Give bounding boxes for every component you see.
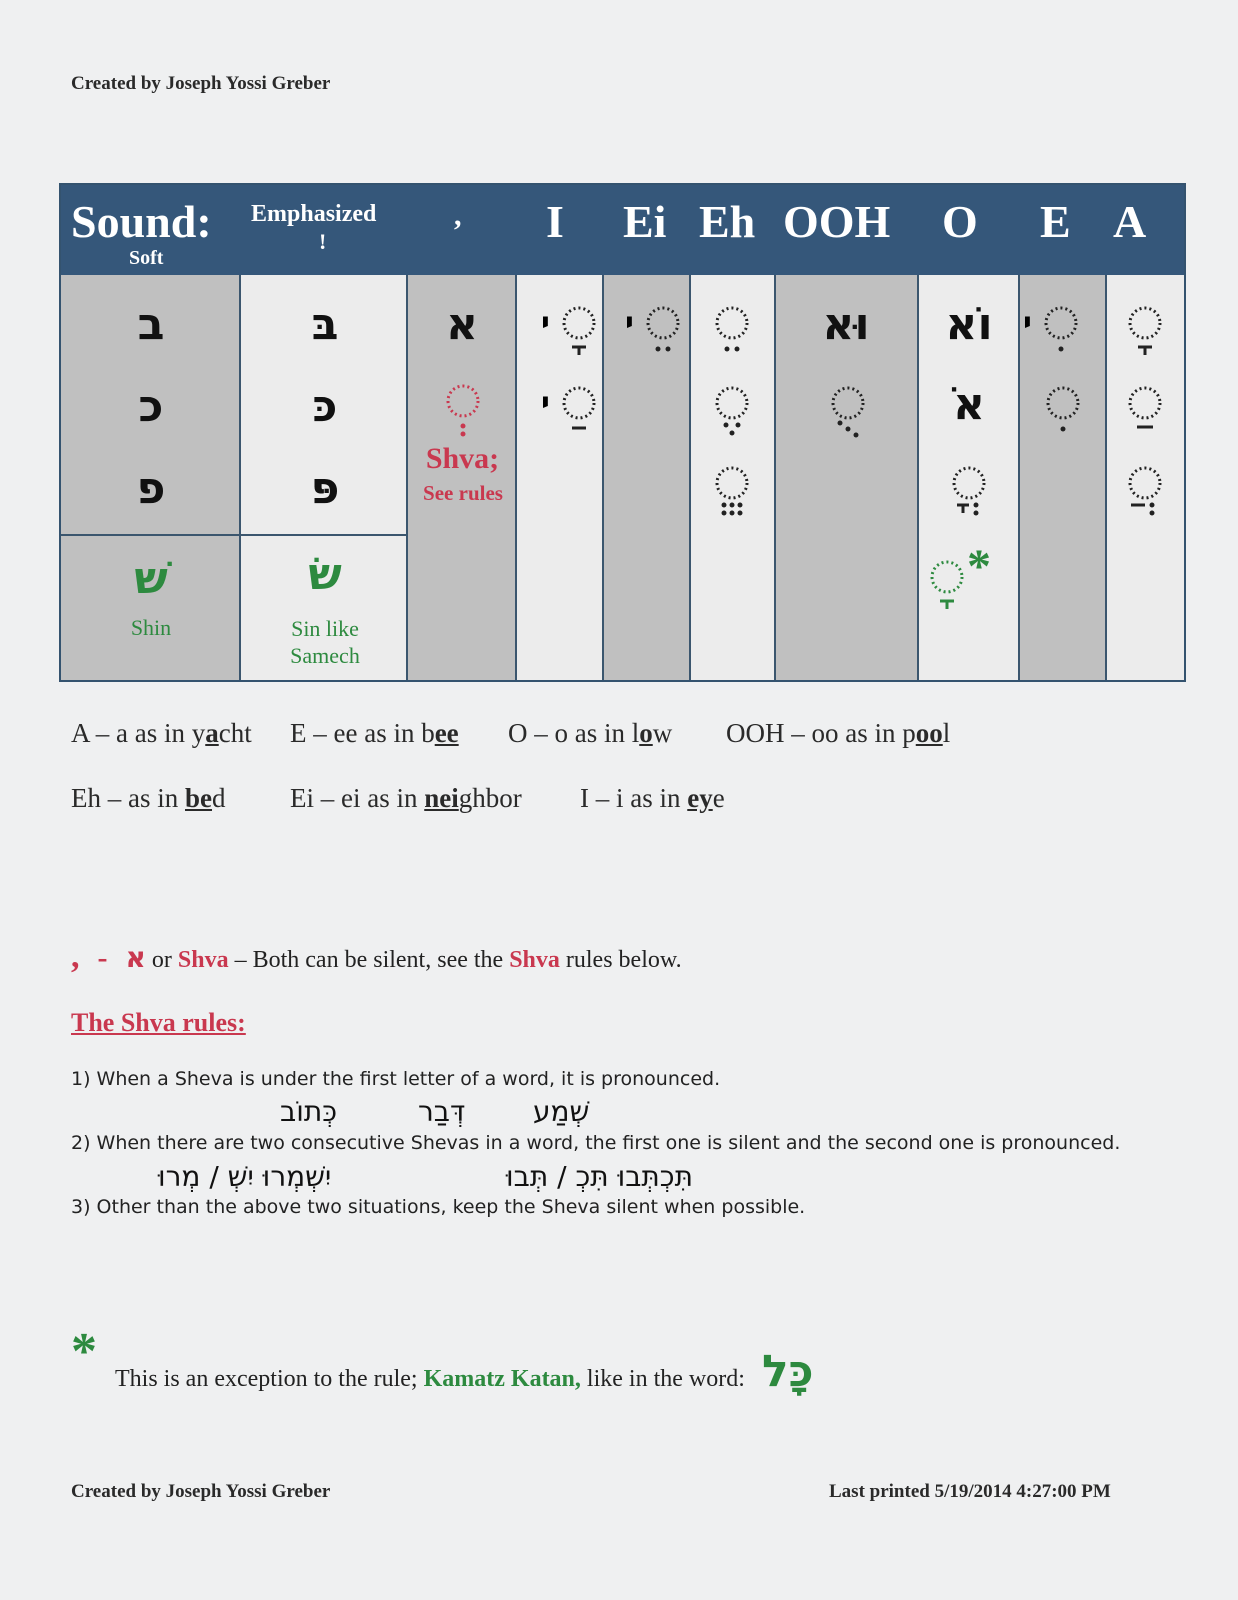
kubutz-icon [828,383,868,443]
chart-header [61,185,1184,275]
shin-label: Shin [130,615,172,640]
tsere-yod-icon [541,303,601,363]
rule2-example-2: תִּכְתְּבוּ תִּכְ / תְּבוּ [506,1160,693,1193]
silent-note: , - א or Shva – Both can be silent, see the Shva rules below. [71,938,682,975]
silent-aleph: א [125,941,146,974]
kamatz-katan-icon [927,557,967,617]
holam-vav-letter: וֹא [945,299,993,350]
sin-label: Sin like Samech [290,616,360,668]
header-O: O [942,196,978,247]
rule1-example-2: דְּבַר [418,1095,466,1128]
hataf-patah-icon [1125,463,1165,523]
shva-label: Shva; [425,442,500,475]
shin-divider [61,534,408,536]
silent-dash: - [97,941,108,974]
pron-O: O – o as in low [508,718,673,748]
sin-letter: שׂ [308,549,342,600]
rule1-example-3: שְׁמַע [533,1095,590,1128]
kol-word: כָּל [762,1346,814,1397]
rule1-example-1: כְּתוֹב [280,1095,338,1128]
shva-circle-icon [443,381,483,441]
rule-2: 2) When there are two consecutive Shevas in a word, the first one is silent and the second one is pronounced. [71,1132,1121,1154]
emph-pe: פּ [310,463,340,514]
kamatz-icon [1125,303,1165,363]
silent-mark: , [454,199,462,232]
soft-fe: פ [136,463,166,514]
soft-khaf: כ [138,381,164,432]
aleph-letter: א [445,299,479,350]
svg-text:י: י [1023,306,1032,341]
patah-icon [1125,383,1165,443]
emph-bet: בּ [311,299,339,350]
segol-icon [712,383,752,443]
rule2-example-1: יִשְׁמְרוּ יִשְׁ / מְרוּ [158,1160,332,1193]
shuruk-letter: וּא [822,299,870,350]
silent-comma: , [71,938,80,975]
pron-OOH: OOH – oo as in pool [726,718,951,748]
tsere-icon [712,303,752,363]
sound-label: Sound: [71,196,212,247]
header-A: A [1113,196,1147,247]
pron-Eh: Eh – as in bed [71,783,226,813]
holam-letter: אֹ [952,379,986,430]
svg-text:י: י [541,386,550,421]
tsere-yod-ei-icon [625,303,685,363]
rule-1: 1) When a Sheva is under the first letter of a word, it is pronounced. [71,1068,721,1090]
exclaim-mark: ! [319,229,327,254]
header-Ei: Ei [623,196,667,247]
asterisk-mark: * [967,540,991,593]
footer-credit: Created by Joseph Yossi Greber [71,1481,331,1502]
header-OOH: OOH [783,196,891,247]
hataf-segol-icon [712,463,752,523]
sheva-yod-icon [541,383,601,443]
hiriq-icon [1043,383,1083,443]
shva-rules-title: The Shva rules: [71,1008,246,1037]
emphasized-label: Emphasized [251,201,377,227]
pron-Ei: Ei – ei as in neighbor [290,783,522,813]
see-rules-label: See rules [423,481,503,505]
pron-I: I – i as in eye [580,783,725,813]
pron-E: E – ee as in bee [290,718,459,748]
rule-3: 3) Other than the above two situations, keep the Sheva silent when possible. [71,1196,806,1218]
exception-note: This is an exception to the rule; Kamatz Katan, like in the word: [115,1366,745,1392]
shin-letter: שׁ [134,553,168,604]
soft-label: Soft [129,247,164,269]
svg-text:י: י [541,306,550,341]
exception-asterisk: * [71,1323,97,1380]
header-E: E [1040,196,1071,247]
vowel-chart [59,183,1186,682]
pron-A: A – a as in yacht [71,718,252,748]
emph-kaf: כּ [312,381,338,432]
soft-bet: ב [137,299,165,350]
header-I: I [546,196,564,247]
header-credit: Created by Joseph Yossi Greber [71,73,331,94]
hataf-kamatz-icon [949,463,989,523]
svg-text:י: י [625,306,634,341]
hiriq-yod-icon [1023,303,1083,363]
last-printed: Last printed 5/19/2014 4:27:00 PM [829,1481,1111,1502]
header-Eh: Eh [699,196,756,247]
